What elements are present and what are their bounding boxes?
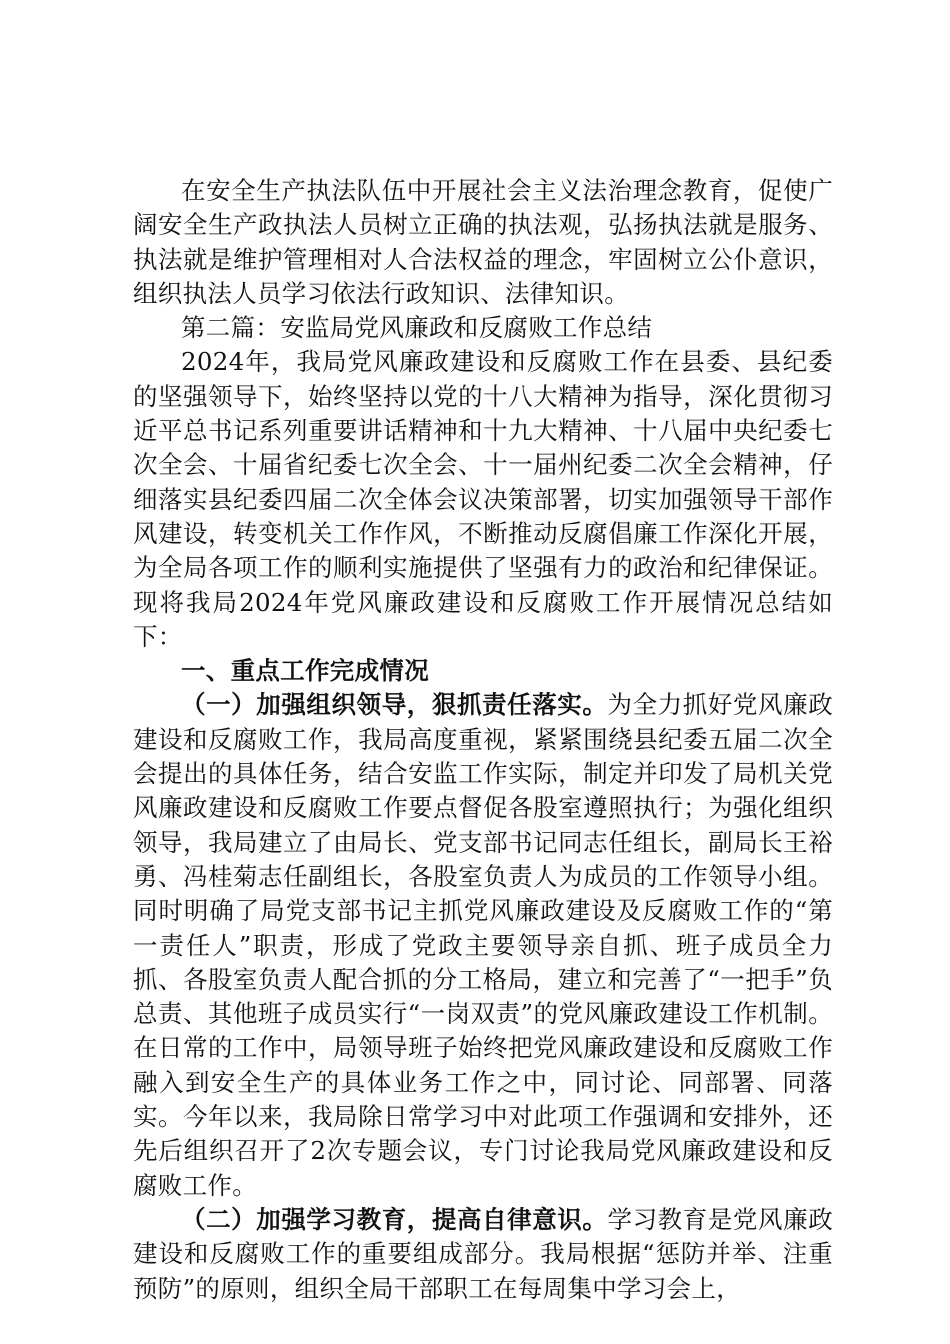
paragraph-organization-text: 为全力抓好党风廉政建设和反腐败工作，我局高度重视，紧紧围绕县纪委五届二次全会提出的具体任务，结合安监工作实际，制定并印发了局机关党风廉政建设和反腐败工作要点督促各股室遵照执行；为强化组织领导，我局建立了由局长、党支部书记同志任组长，副局长王裕勇、冯桂菊志任副组长，各股室负责人为成员的工作领导小组。同时明确了局党支部书记主抓党风廉政建设及反腐败工作的“第一责任人”职责，形成了党政主要领导亲自抓、班子成员全力抓、各股室负责人配合抓的分工格局，建立和完善了“一把手”负总责、其他班子成员实行“一岗双责”的党风廉政建设工作机制。在日常的工作中，局领导班子始终把党风廉政建设和反腐败工作融入到安全生产的具体业务工作之中，同讨论、同部署、同落实。今年以来，我局除日常学习中对此项工作强调和安排外，还先后组织召开了2次专题会议，专门讨论我局党风廉政建设和反腐败工作。 <box>133 690 834 1200</box>
document-body <box>133 174 833 1306</box>
subheading-education: （二）加强学习教育，提高自律意识。 <box>181 1204 608 1234</box>
paragraph-summary: 2024年，我局党风廉政建设和反腐败工作在县委、县纪委的坚强领导下，始终坚持以党的十八大精神为指导，深化贯彻习近平总书记系列重要讲话精神和十九大精神、十八届中央纪委七次全会、十届省纪委七次全会、十一届州纪委二次全会精神，仔细落实县纪委四届二次全体会议决策部署，切实加强领导干部作风建设，转变机关工作作风，不断推动反腐倡廉工作深化开展，为全局各项工作的顺利实施提供了坚强有力的政治和纪律保证。现将我局2024年党风廉政建设和反腐败工作开展情况总结如下： <box>133 347 833 651</box>
paragraph-education-text: 学习教育是党风廉政建设和反腐败工作的重要组成部分。我局根据“惩防并举、注重预防”的原则，组织全局干部职工在每周集中学习会上， <box>133 1204 833 1303</box>
paragraph-intro: 在安全生产执法队伍中开展社会主义法治理念教育，促使广阔安全生产政执法人员树立正确的执法观，弘扬执法就是服务、执法就是维护管理相对人合法权益的理念，牢固树立公仆意识，组织执法人员学习依法行政知识、法律知识。 <box>133 176 833 308</box>
paragraph-organization <box>133 688 833 1202</box>
heading-key-work: 一、重点工作完成情况 <box>181 656 429 686</box>
section-title: 第二篇：安监局党风廉政和反腐败工作总结 <box>181 313 653 343</box>
subheading-organization: （一）加强组织领导，狠抓责任落实。 <box>181 690 608 720</box>
paragraph-education <box>133 1203 833 1306</box>
